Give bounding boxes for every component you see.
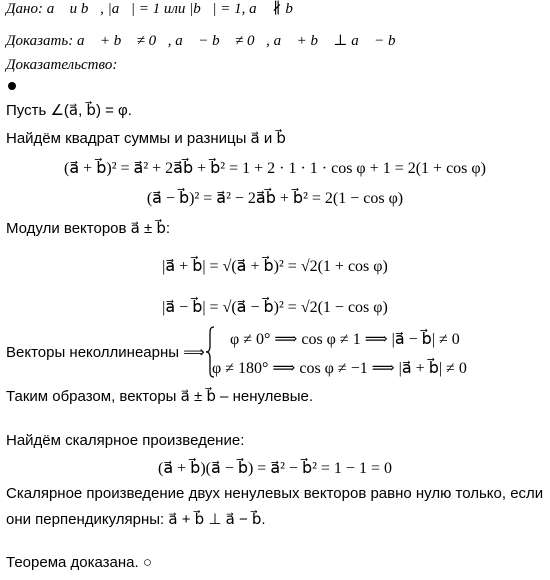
conclusion-line-2: они перпендикулярны: a⃗ + b⃗ ⊥ a⃗ − b⃗. [6,511,266,528]
case-zero-angle: φ ≠ 0° ⟹ cos φ ≠ 1 ⟹ |a⃗ − b⃗| ≠ 0 [230,331,460,348]
moduli-line: Модули векторов a⃗ ± b⃗: [6,220,171,237]
find-squares-line: Найдём квадрат суммы и разницы a⃗ и b⃗ [6,130,286,147]
diff-square-equation: (a⃗ − b⃗)² = a⃗² − 2a⃗b⃗ + b⃗² = 2(1 − cos φ) [146,190,404,207]
dot-product-equation: (a⃗ + b⃗)(a⃗ − b⃗) = a⃗² − b⃗² = 1 − 1 = 0 [158,460,392,477]
prove-line: Доказать: a⃗ + b⃗ ≠ 0⃗, a⃗ − b⃗ ≠ 0⃗, a⃗ + b⃗ ⊥ a⃗ − b⃗ [6,33,408,49]
nonzero-conclusion: Таким образом, векторы a⃗ ± b⃗ – ненулевые. [6,388,314,405]
sum-square-equation: (a⃗ + b⃗)² = a⃗² + 2a⃗b⃗ + b⃗² = 1 + 2 · 1 · 1 · cos φ + 1 = 2(1 + cos φ) [64,160,486,177]
bullet-marker [8,82,16,90]
given-line: Дано: a⃗ и b⃗, |a⃗| = 1 или |b⃗| = 1, a⃗ ∦ b⃗ [6,1,305,17]
conclusion-line-1: Скалярное произведение двух ненулевых векторов равно нулю только, если [6,485,544,502]
modulus-diff-equation: |a⃗ − b⃗| = √(a⃗ − b⃗)² = √2(1 − cos φ) [162,299,388,316]
theorem-proved: Теорема доказана. ○ [6,554,152,571]
case-straight-angle: φ ≠ 180° ⟹ cos φ ≠ −1 ⟹ |a⃗ + b⃗| ≠ 0 [212,360,467,377]
let-angle-line: Пусть ∠(a⃗, b⃗) = φ. [6,102,132,119]
find-dot-line: Найдём скалярное произведение: [6,432,245,449]
noncollinear-line: Векторы неколлинеарны ⟹ [6,344,205,361]
proof-heading: Доказательство: [6,57,118,73]
modulus-sum-equation: |a⃗ + b⃗| = √(a⃗ + b⃗)² = √2(1 + cos φ) [162,258,388,275]
